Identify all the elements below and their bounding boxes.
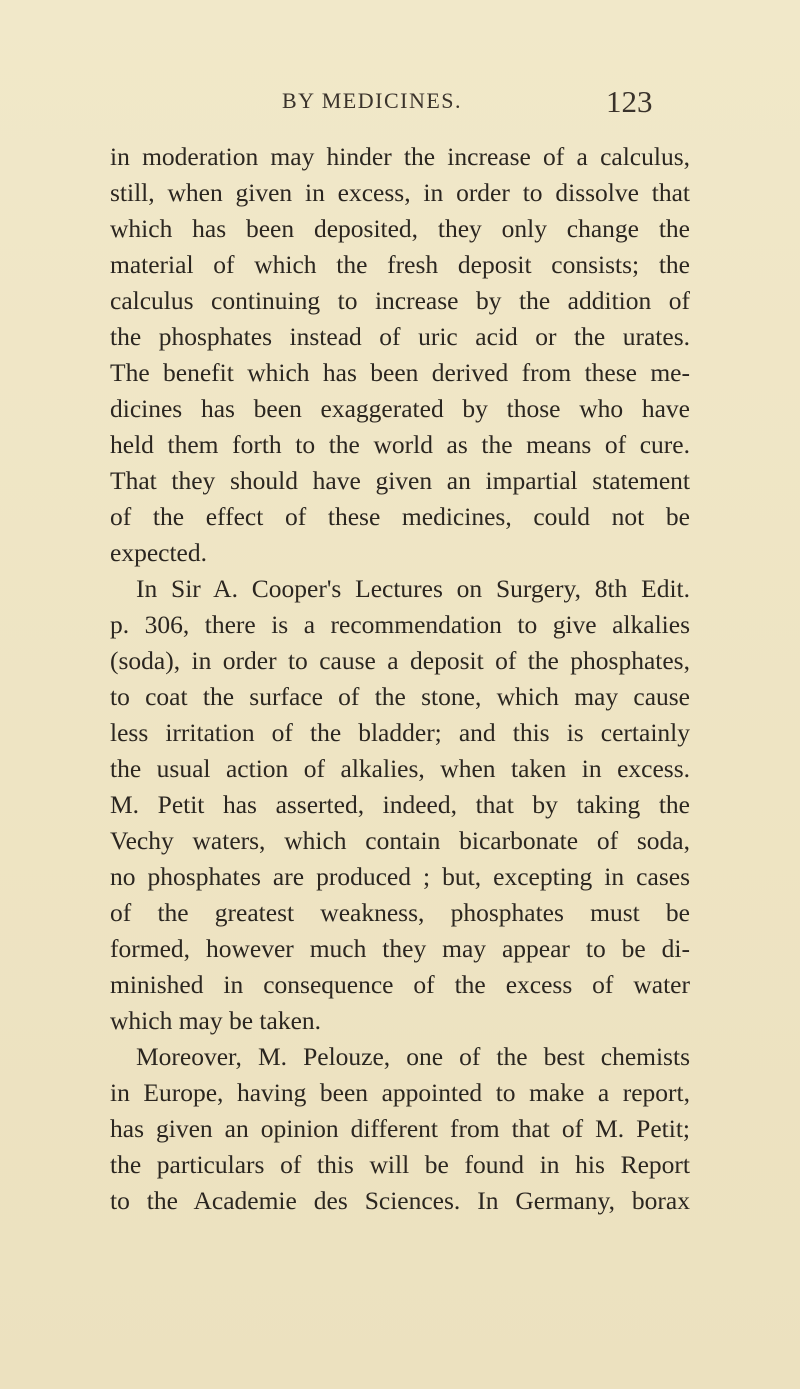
text-line: The benefit which has been derived from these me- [110,358,690,387]
text-line: the phosphates instead of uric acid or the urates. [110,322,690,351]
text-line: still, when given in excess, in order to dissolve that [110,178,690,207]
running-title: BY MEDICINES. [282,88,463,113]
text-line: expected. [110,538,207,567]
text-line: In Sir A. Cooper's Lectures on Surgery, 8th Edit. [136,574,690,603]
text-line: of the effect of these medicines, could not be [110,502,690,531]
text-line: formed, however much they may appear to be di- [110,934,690,963]
text-line: material of which the fresh deposit consists; the [110,250,690,279]
text-line: in Europe, having been appointed to make a report, [110,1078,690,1107]
text-line: of the greatest weakness, phosphates must be [110,898,690,927]
text-line: no phosphates are produced ; but, excepting in cases [110,862,690,891]
text-line: in moderation may hinder the increase of a calculus, [110,142,690,171]
text-line: held them forth to the world as the means of cure. [110,430,690,459]
text-line: That they should have given an impartial statement [110,466,690,495]
text-line: minished in consequence of the excess of water [110,970,690,999]
text-line: dicines has been exaggerated by those who have [110,394,690,423]
text-line: calculus continuing to increase by the addition of [110,286,690,315]
text-line: has given an opinion different from that of M. Petit; [110,1114,690,1143]
text-line: Vechy waters, which contain bicarbonate of soda, [110,826,690,855]
page-number: 123 [606,84,653,119]
text-line: M. Petit has asserted, indeed, that by taking the [110,790,690,819]
text-line: p. 306, there is a recommendation to give alkalies [110,610,690,639]
running-head [0,86,800,126]
text-line: less irritation of the bladder; and this is certainly [110,718,690,747]
text-line: the usual action of alkalies, when taken in excess. [110,754,690,783]
text-line: the particulars of this will be found in his Report [110,1150,690,1179]
text-line: which may be taken. [110,1006,322,1035]
text-line: (soda), in order to cause a deposit of the phosphates, [110,646,690,675]
text-line: to coat the surface of the stone, which may cause [110,682,690,711]
body-text [110,139,690,1219]
text-line: which has been deposited, they only change the [110,214,690,243]
text-line: to the Academie des Sciences. In Germany, borax [110,1186,690,1215]
text-line: Moreover, M. Pelouze, one of the best chemists [136,1042,690,1071]
